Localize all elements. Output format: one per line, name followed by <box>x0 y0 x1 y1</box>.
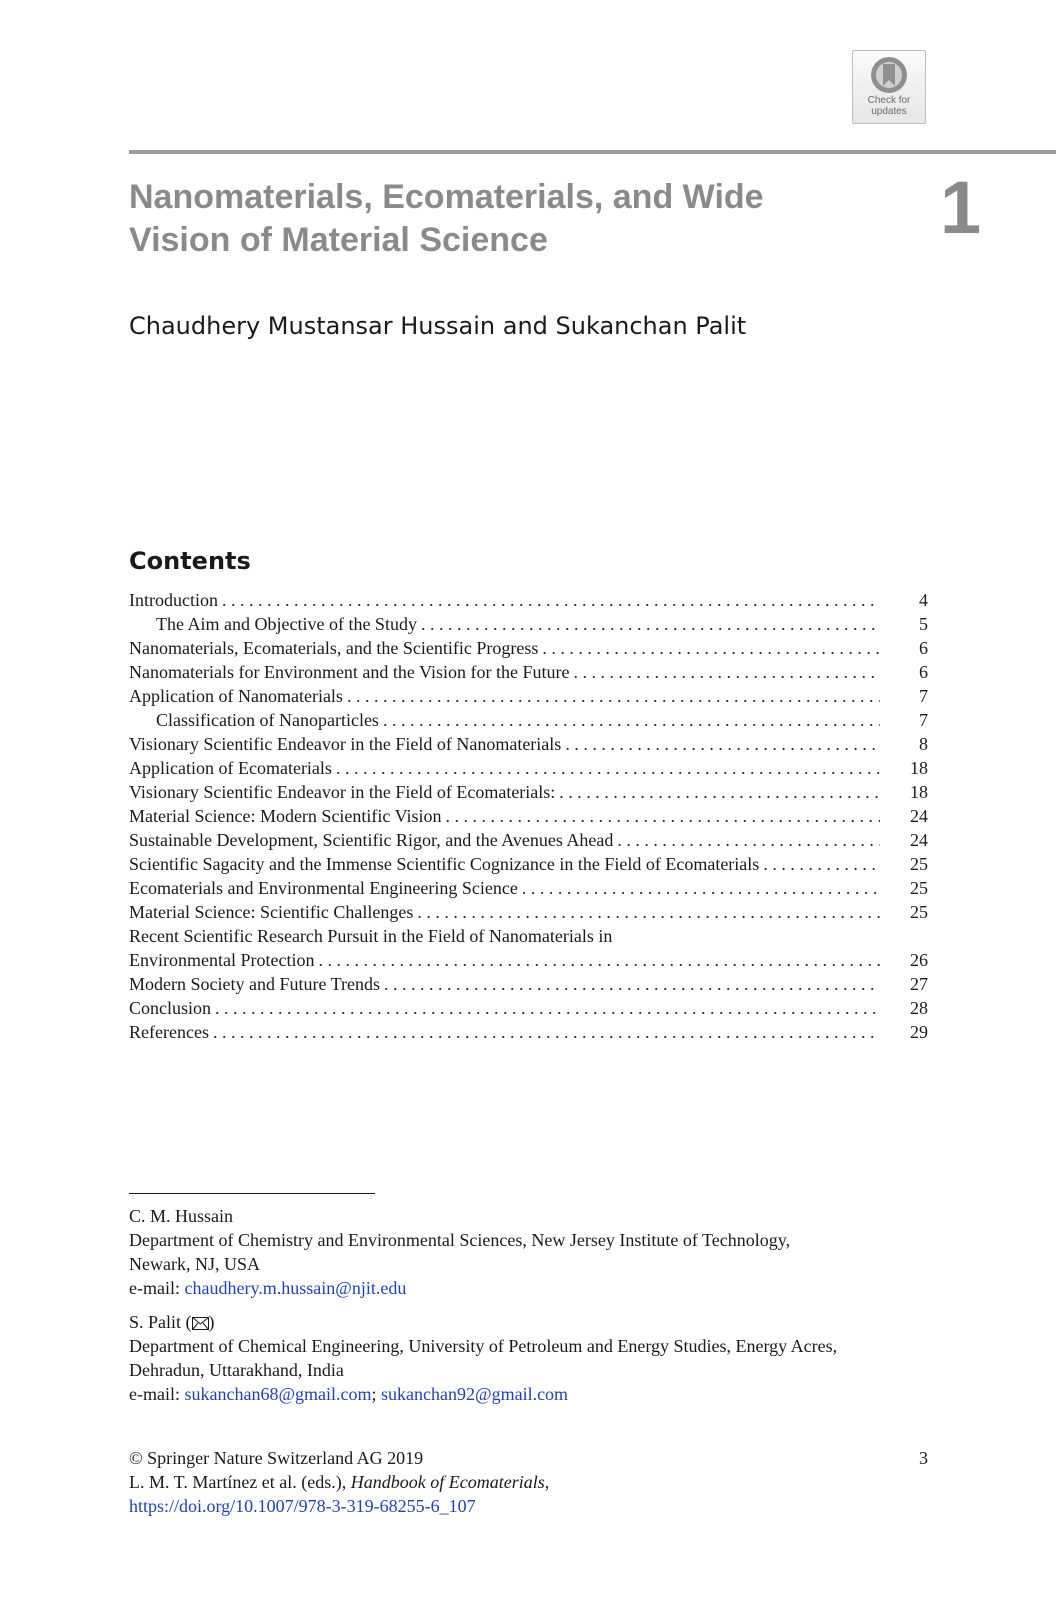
citation-suffix: , <box>544 1472 550 1492</box>
toc-entry-page: 8 <box>919 734 928 754</box>
affiliation-name: C. M. Hussain <box>129 1206 234 1226</box>
envelope-icon <box>192 1317 209 1330</box>
toc-entry-page: 26 <box>910 950 928 970</box>
affiliation-department: Department of Chemical Engineering, University of Petroleum and Energy Studies, Energy Acres, <box>129 1336 838 1356</box>
toc-entry-visionary-ecomaterials[interactable] <box>129 780 928 804</box>
affiliation-palit <box>129 1310 929 1406</box>
copyright-line: © Springer Nature Switzerland AG 2019 <box>129 1448 424 1468</box>
authors: Chaudhery Mustansar Hussain and Sukanchan Palit <box>129 312 747 340</box>
chapter-number: 1 <box>940 166 982 249</box>
toc-entry-page: 24 <box>910 806 928 826</box>
toc-entry-title: Sustainable Development, Scientific Rigor, and the Avenues Ahead <box>129 830 614 850</box>
affiliation-email-line <box>129 1276 929 1300</box>
toc-entry-aim-objective[interactable] <box>129 612 928 636</box>
handbook-title: Handbook of Ecomaterials <box>350 1472 545 1492</box>
toc-dot-leader <box>617 828 880 852</box>
toc-entry-classification-nanoparticles[interactable] <box>129 708 928 732</box>
doi-link[interactable]: https://doi.org/10.1007/978-3-319-68255-6_107 <box>129 1496 476 1516</box>
toc-entry-references[interactable] <box>129 1020 928 1044</box>
top-rule <box>129 150 1056 154</box>
email-separator: ; <box>371 1384 382 1404</box>
chapter-title: Nanomaterials, Ecomaterials, and Wide Vision of Material Science <box>129 178 764 259</box>
toc-entry-page: 25 <box>910 878 928 898</box>
toc-entry-modern-society[interactable] <box>129 972 928 996</box>
toc-entry-title: Nanomaterials, Ecomaterials, and the Scientific Progress <box>129 638 539 658</box>
page-number: 3 <box>919 1448 928 1468</box>
toc-entry-page: 29 <box>910 1022 928 1042</box>
toc-entry-title: Modern Society and Future Trends <box>129 974 380 994</box>
email-link-palit-1[interactable]: sukanchan68@gmail.com <box>184 1384 372 1404</box>
toc-entry-introduction[interactable] <box>129 588 928 612</box>
toc-entry-page: 25 <box>910 854 928 874</box>
toc-entry-title: Material Science: Scientific Challenges <box>129 902 414 922</box>
toc-entry-visionary-nanomaterials[interactable] <box>129 732 928 756</box>
toc-entry-page: 18 <box>910 758 928 778</box>
toc-entry-title-continued: Environmental Protection <box>129 950 315 970</box>
toc-entry-page: 28 <box>910 998 928 1018</box>
toc-dot-leader <box>559 780 880 804</box>
email-link-palit-2[interactable]: sukanchan92@gmail.com <box>381 1384 569 1404</box>
toc-entry-application-nanomaterials[interactable] <box>129 684 928 708</box>
toc-entry-environmental-engineering[interactable] <box>129 876 928 900</box>
toc-entry-page: 27 <box>910 974 928 994</box>
toc-entry-environment-vision[interactable] <box>129 660 928 684</box>
toc-entry-title: The Aim and Objective of the Study <box>156 614 417 634</box>
affiliation-department: Department of Chemistry and Environmental Sciences, New Jersey Institute of Technology, <box>129 1230 791 1250</box>
toc-entry-title: Nanomaterials for Environment and the Vision for the Future <box>129 662 570 682</box>
toc-entry-title: Material Science: Modern Scientific Vision <box>129 806 442 826</box>
toc-dot-leader <box>763 852 880 876</box>
affiliation-name-close: ) <box>208 1312 215 1332</box>
footnote-rule <box>129 1193 375 1194</box>
toc-dot-leader <box>347 684 880 708</box>
toc-dot-leader <box>573 660 880 684</box>
toc-dot-leader <box>215 996 880 1020</box>
toc-entry-page: 24 <box>910 830 928 850</box>
toc-dot-leader <box>542 636 880 660</box>
toc-entry-title: Application of Nanomaterials <box>129 686 343 706</box>
toc-dot-leader <box>417 900 880 924</box>
toc-entry-recent-research-line1[interactable] <box>129 924 928 948</box>
doi-line <box>129 1494 929 1518</box>
toc-entry-title: Visionary Scientific Endeavor in the Field of Nanomaterials <box>129 734 562 754</box>
toc-entry-page: 4 <box>919 590 928 610</box>
affiliation-name: S. Palit ( <box>129 1312 192 1332</box>
affiliation-location: Newark, NJ, USA <box>129 1254 260 1274</box>
email-label: e-mail: <box>129 1384 185 1404</box>
toc-entry-page: 5 <box>919 614 928 634</box>
affiliation-name-line <box>129 1310 929 1334</box>
table-of-contents <box>129 588 928 1044</box>
toc-entry-page: 6 <box>919 662 928 682</box>
bookmark-circle-icon <box>869 55 909 95</box>
toc-entry-title: Visionary Scientific Endeavor in the Field of Ecomaterials: <box>129 782 556 802</box>
toc-entry-application-ecomaterials[interactable] <box>129 756 928 780</box>
email-label: e-mail: <box>129 1278 185 1298</box>
toc-dot-leader <box>222 588 880 612</box>
toc-dot-leader <box>318 948 880 972</box>
contents-heading: Contents <box>129 547 251 575</box>
check-for-updates-label: Check for updates <box>867 95 911 117</box>
toc-entry-scientific-progress[interactable] <box>129 636 928 660</box>
toc-entry-modern-vision[interactable] <box>129 804 928 828</box>
toc-entry-page: 18 <box>910 782 928 802</box>
toc-entry-title: Conclusion <box>129 998 212 1018</box>
toc-dot-leader <box>565 732 880 756</box>
citation-line <box>129 1470 929 1494</box>
toc-entry-page: 7 <box>919 686 928 706</box>
toc-entry-title: Ecomaterials and Environmental Engineering Science <box>129 878 518 898</box>
toc-entry-title: References <box>129 1022 209 1042</box>
affiliation-hussain <box>129 1204 929 1300</box>
toc-dot-leader <box>213 1020 880 1044</box>
affiliation-email-line <box>129 1382 929 1406</box>
toc-entry-sustainable-development[interactable] <box>129 828 928 852</box>
toc-entry-title: Recent Scientific Research Pursuit in the Field of Nanomaterials in <box>129 926 613 946</box>
affiliation-location: Dehradun, Uttarakhand, India <box>129 1360 344 1380</box>
toc-entry-title: Scientific Sagacity and the Immense Scientific Cognizance in the Field of Ecomaterials <box>129 854 760 874</box>
toc-dot-leader <box>383 708 880 732</box>
toc-entry-page: 25 <box>910 902 928 922</box>
citation-editors: L. M. T. Martínez et al. (eds.), <box>129 1472 351 1492</box>
copyright-block <box>129 1446 929 1518</box>
toc-entry-page: 7 <box>919 710 928 730</box>
toc-entry-page: 6 <box>919 638 928 658</box>
email-link-hussain[interactable]: chaudhery.m.hussain@njit.edu <box>184 1278 407 1298</box>
toc-entry-conclusion[interactable] <box>129 996 928 1020</box>
toc-dot-leader <box>446 804 880 828</box>
toc-entry-scientific-sagacity[interactable] <box>129 852 928 876</box>
toc-dot-leader <box>421 612 880 636</box>
toc-entry-title: Application of Ecomaterials <box>129 758 332 778</box>
toc-entry-scientific-challenges[interactable] <box>129 900 928 924</box>
toc-dot-leader <box>384 972 880 996</box>
toc-entry-title: Classification of Nanoparticles <box>156 710 379 730</box>
toc-dot-leader <box>522 876 880 900</box>
toc-entry-title: Introduction <box>129 590 218 610</box>
toc-entry-recent-research-line2[interactable] <box>129 948 928 972</box>
check-for-updates-badge[interactable] <box>852 50 926 124</box>
toc-dot-leader <box>336 756 880 780</box>
